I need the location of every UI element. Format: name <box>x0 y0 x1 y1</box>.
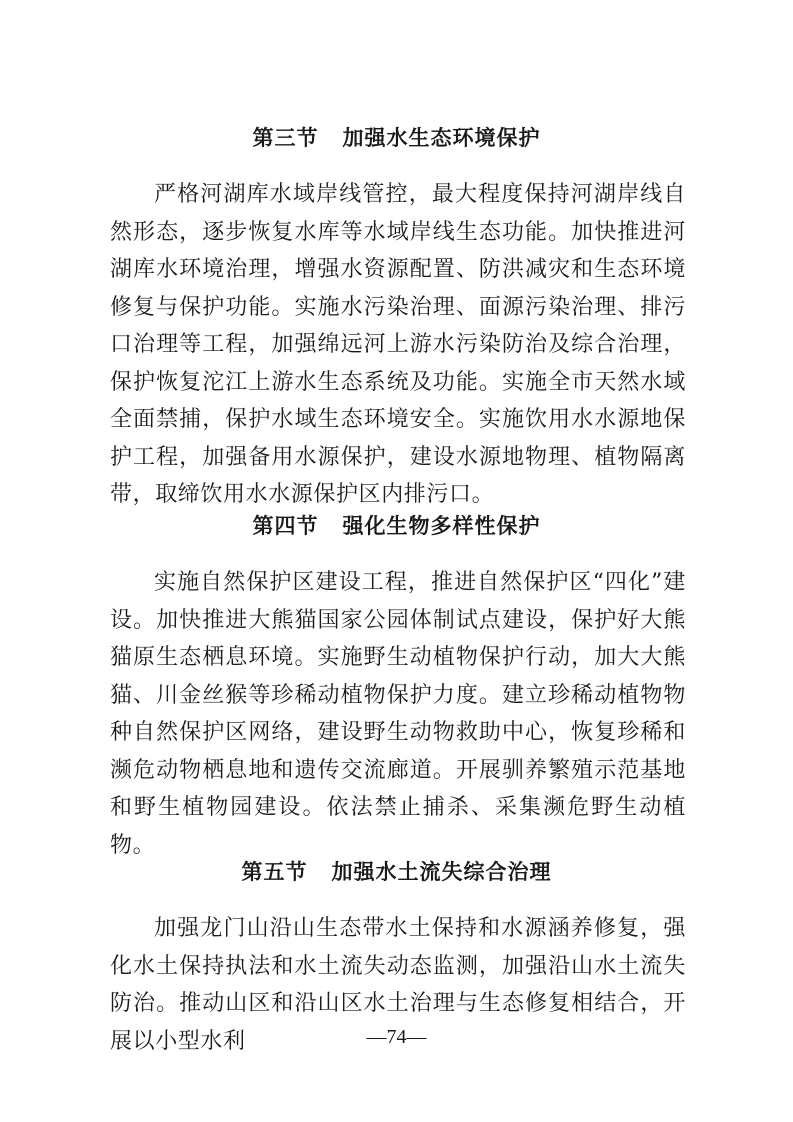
section-number-label: 第三节 <box>252 126 319 150</box>
section-number-label: 第四节 <box>252 514 319 538</box>
page-number: —74— <box>366 1026 427 1048</box>
section-heading-3 <box>0 122 793 152</box>
section-heading-5 <box>0 856 793 886</box>
section-title: 加强水土流失综合治理 <box>331 860 552 884</box>
section-title: 强化生物多样性保护 <box>342 514 541 538</box>
section-paragraph-4: 实施自然保护区建设工程，推进自然保护区“四化”建设。加快推进大熊猫国家公园体制试点建设，保护好大熊猫原生态栖息环境。实施野生动植物保护行动，加大大熊猫、川金丝猴等珍稀动植物保护力度。建立珍稀动植物物种自然保护区网络，建设野生动物救助中心，恢复珍稀和濒危动物栖息地和遗传交流廊道。开展驯养繁殖示范基地和野生植物园建设。依法禁止捕杀、采集濒危野生动植物。 <box>110 570 686 858</box>
section-paragraph-3: 严格河湖库水域岸线管控，最大程度保持河湖岸线自然形态，逐步恢复水库等水域岸线生态功能。加快推进河湖库水环境治理，增强水资源配置、防洪减灾和生态环境修复与保护功能。实施水污染治理、面源污染治理、排污口治理等工程，加强绵远河上游水污染防治及综合治理，保护恢复沱江上游水生态系统及功能。实施全市天然水域全面禁捕，保护水域生态环境安全。实施饮用水水源地保护工程，加强备用水源保护，建设水源地物理、植物隔离带，取缔饮用水水源保护区内排污口。 <box>110 182 686 507</box>
section-number-label: 第五节 <box>241 860 308 884</box>
section-title: 加强水生态环境保护 <box>342 126 541 150</box>
section-paragraph-5: 加强龙门山沿山生态带水土保持和水源涵养修复，强化水土保持执法和水土流失动态监测，加强沿山水土流失防治。推动山区和沿山区水土治理与生态修复相结合，开展以小型水利 <box>110 916 686 1054</box>
section-heading-4 <box>0 510 793 540</box>
